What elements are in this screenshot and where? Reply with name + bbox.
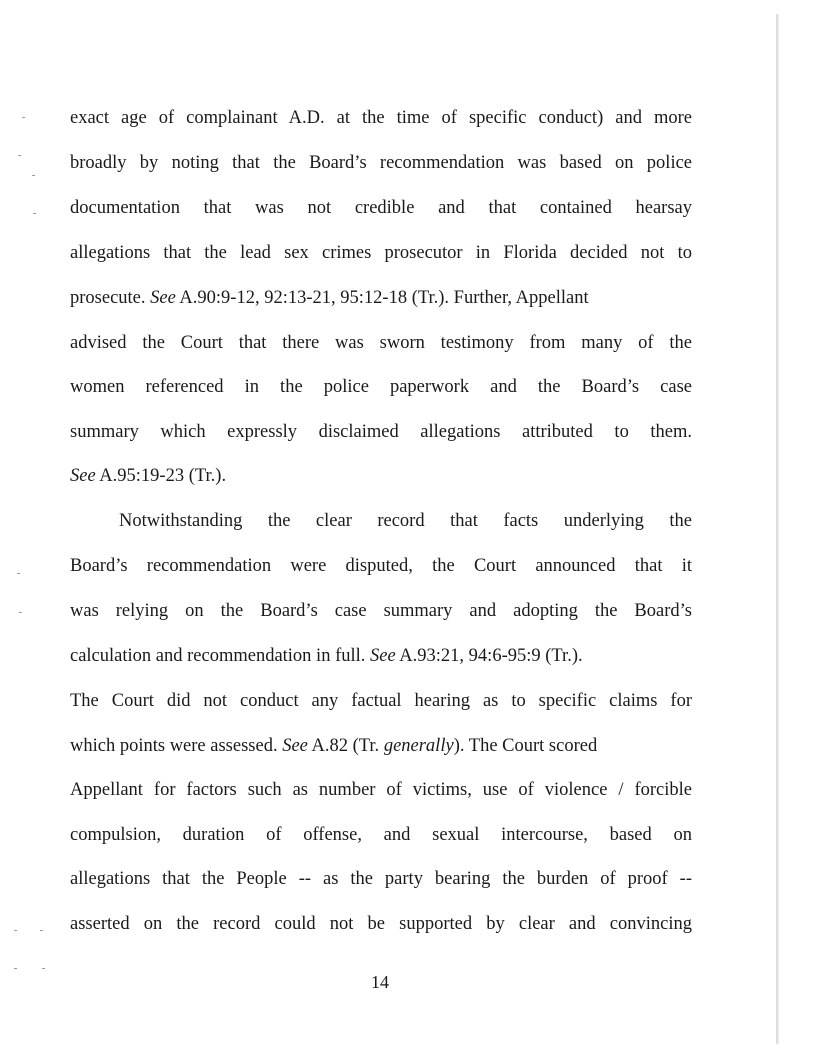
scan-speck — [19, 612, 22, 613]
text-line: compulsion, duration of offense, and sexual intercourse, based on — [70, 825, 692, 845]
scan-speck — [33, 213, 36, 214]
text-line: broadly by noting that the Board’s recommendation was based on police — [70, 153, 692, 173]
text-line: exact age of complainant A.D. at the time of specific conduct) and more — [70, 108, 692, 128]
text-line: summary which expressly disclaimed allegations attributed to them. — [70, 422, 692, 442]
citation-signal: See — [150, 288, 176, 308]
page-number: 14 — [371, 972, 389, 992]
text-line: See A.95:19-23 (Tr.). — [70, 466, 227, 486]
citation-signal: See — [370, 646, 396, 666]
text-line: women referenced in the police paperwork and the Board’s case — [70, 377, 692, 397]
scan-speck — [14, 930, 17, 931]
scan-speck — [14, 968, 17, 969]
text-line: prosecute. See A.90:9-12, 92:13-21, 95:12-18 (Tr.). Further, Appellant — [70, 288, 589, 308]
scan-speck — [32, 175, 35, 176]
citation-signal: See — [70, 466, 96, 486]
paragraph-first-line: Notwithstanding the clear record that facts underlying the — [119, 511, 692, 531]
text-line: calculation and recommendation in full. See A.93:21, 94:6-95:9 (Tr.). — [70, 646, 583, 666]
scan-speck — [22, 117, 25, 118]
scan-speck — [17, 573, 20, 574]
scan-speck — [40, 930, 43, 931]
text-line: Appellant for factors such as number of victims, use of violence / forcible — [70, 780, 692, 800]
citation-signal: generally — [383, 736, 454, 756]
text-line: asserted on the record could not be supported by clear and convincing — [70, 914, 692, 934]
text-line: documentation that was not credible and that contained hearsay — [70, 198, 692, 218]
text-line: advised the Court that there was sworn testimony from many of the — [70, 333, 692, 353]
text-line: The Court did not conduct any factual hearing as to specific claims for — [70, 691, 692, 711]
scan-speck — [42, 968, 45, 969]
text-line: which points were assessed. See A.82 (Tr. generally). The Court scored — [70, 736, 598, 756]
text-line: Board’s recommendation were disputed, the Court announced that it — [70, 556, 692, 576]
scan-speck — [18, 155, 21, 156]
text-line: allegations that the lead sex crimes prosecutor in Florida decided not to — [70, 243, 692, 263]
text-line: was relying on the Board’s case summary and adopting the Board’s — [70, 601, 692, 621]
scan-edge-shadow — [776, 14, 779, 1044]
text-line: allegations that the People -- as the party bearing the burden of proof -- — [70, 869, 692, 889]
citation-signal: See — [282, 736, 308, 756]
